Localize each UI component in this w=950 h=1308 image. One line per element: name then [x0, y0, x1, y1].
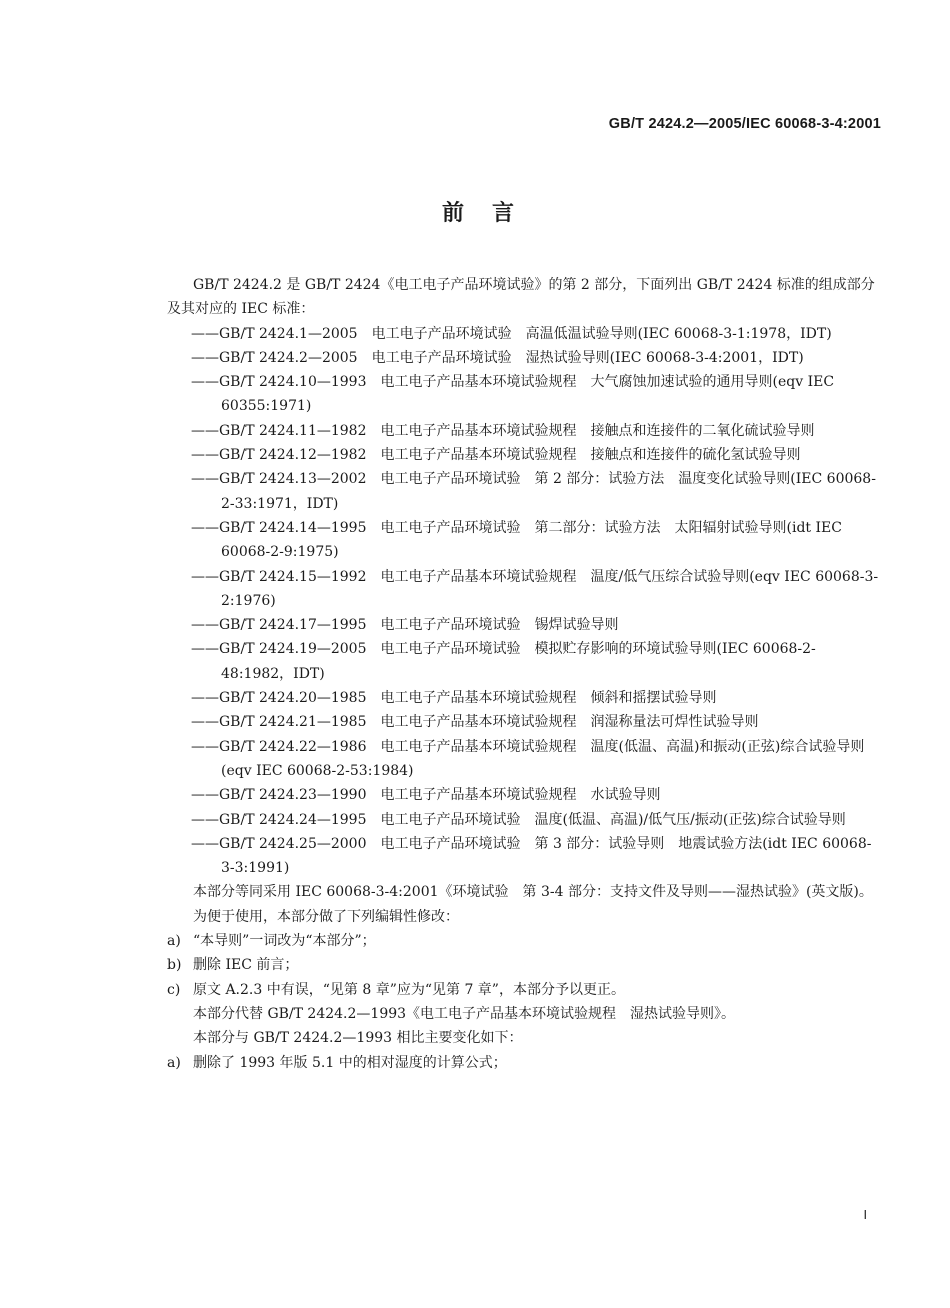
standard-description: 高温低温试验导则(IEC 60068-3-1:1978，IDT)	[525, 325, 832, 342]
change-list-item	[167, 1051, 879, 1075]
standard-name: 电工电子产品基本环境试验规程	[380, 738, 577, 755]
standard-description: 温度(低温、高温)/低气压/振动(正弦)综合试验导则	[534, 811, 846, 828]
standard-dash: ——	[191, 568, 219, 585]
standard-id: GB/T 2424.21—1985	[219, 714, 367, 731]
list-marker: b)	[167, 957, 182, 974]
list-marker: a)	[167, 1054, 181, 1071]
standard-list-item	[167, 370, 879, 419]
standard-dash: ——	[191, 690, 219, 707]
changes-intro-paragraph: 本部分与 GB/T 2424.2—1993 相比主要变化如下：	[193, 1030, 523, 1047]
standard-name: 电工电子产品环境试验	[380, 471, 521, 488]
standard-name: 电工电子产品基本环境试验规程	[380, 422, 577, 439]
standard-list-item	[167, 443, 879, 467]
standard-code-header: GB/T 2424.2—2005/IEC 60068-3-4:2001	[608, 116, 881, 132]
standard-dash: ——	[191, 835, 219, 852]
standard-list-item	[167, 565, 879, 614]
standard-description: 润湿称量法可焊性试验导则	[590, 714, 759, 731]
standard-name: 电工电子产品环境试验	[371, 349, 512, 366]
standard-id: GB/T 2424.14—1995	[219, 519, 367, 536]
edits-list	[167, 929, 879, 1002]
standard-description: 模拟贮存影响的环境试验导则(IEC 60068-2-48:1982，IDT)	[221, 641, 816, 682]
standard-id: GB/T 2424.25—2000	[219, 835, 367, 852]
standards-list	[167, 322, 879, 881]
standard-dash: ——	[191, 349, 219, 366]
standard-id: GB/T 2424.24—1995	[219, 811, 367, 828]
foreword-body	[167, 273, 879, 1075]
standard-id: GB/T 2424.2—2005	[219, 349, 358, 366]
standard-description: 温度/低气压综合试验导则(eqv IEC 60068-3-2:1976)	[221, 568, 879, 609]
standard-id: GB/T 2424.23—1990	[219, 787, 367, 804]
standard-description: 倾斜和摇摆试验导则	[590, 690, 717, 707]
page-number: I	[863, 1208, 867, 1222]
edit-list-item	[167, 929, 879, 953]
standard-id: GB/T 2424.1—2005	[219, 325, 358, 342]
standard-list-item	[167, 516, 879, 565]
standard-description: 接触点和连接件的硫化氢试验导则	[590, 447, 801, 464]
standard-name: 电工电子产品环境试验	[371, 325, 512, 342]
list-text: 删除 IEC 前言；	[193, 957, 299, 974]
standard-dash: ——	[191, 422, 219, 439]
standard-id: GB/T 2424.15—1992	[219, 568, 367, 585]
standard-list-item	[167, 710, 879, 734]
standard-list-item	[167, 735, 879, 784]
standard-list-item	[167, 832, 879, 881]
standard-name: 电工电子产品基本环境试验规程	[380, 568, 577, 585]
edit-list-item	[167, 978, 879, 1002]
standard-dash: ——	[191, 787, 219, 804]
standard-list-item	[167, 637, 879, 686]
standard-list-item	[167, 467, 879, 516]
standard-name: 电工电子产品基本环境试验规程	[380, 690, 577, 707]
edit-intro-paragraph: 为便于使用，本部分做了下列编辑性修改：	[193, 908, 459, 925]
standard-name: 电工电子产品基本环境试验规程	[380, 374, 577, 391]
standard-id: GB/T 2424.22—1986	[219, 738, 367, 755]
adoption-paragraph: 本部分等同采用 IEC 60068-3-4:2001《环境试验 第 3-4 部分：支持文件及导则——湿热试验》(英文版)。	[193, 884, 873, 901]
replacement-paragraph: 本部分代替 GB/T 2424.2—1993《电工电子产品基本环境试验规程 湿热试验导则》。	[193, 1005, 736, 1022]
standard-description: 第 3 部分：试验导则 地震试验方法(idt IEC 60068-3-3:1991)	[221, 835, 872, 877]
standard-description: 接触点和连接件的二氧化硫试验导则	[590, 422, 815, 439]
standard-id: GB/T 2424.12—1982	[219, 447, 367, 464]
standard-name: 电工电子产品环境试验	[380, 811, 521, 828]
standard-name: 电工电子产品环境试验	[380, 519, 521, 536]
standard-list-item	[167, 686, 879, 710]
standard-dash: ——	[191, 519, 219, 536]
standard-description: 温度(低温、高温)和振动(正弦)综合试验导则(eqv IEC 60068-2-53:1984)	[221, 738, 865, 779]
list-text: 删除了 1993 年版 5.1 中的相对湿度的计算公式；	[193, 1054, 507, 1071]
standard-description: 第二部分：试验方法 太阳辐射试验导则(idt IEC 60068-2-9:1975)	[221, 519, 842, 561]
standard-list-item	[167, 613, 879, 637]
standard-name: 电工电子产品环境试验	[380, 835, 521, 852]
standard-dash: ——	[191, 811, 219, 828]
list-text: 原文 A.2.3 中有误，“见第 8 章”应为“见第 7 章”，本部分予以更正。	[193, 981, 625, 998]
standard-list-item	[167, 346, 879, 370]
standard-name: 电工电子产品环境试验	[380, 641, 521, 658]
standard-id: GB/T 2424.11—1982	[219, 422, 367, 439]
standard-dash: ——	[191, 641, 219, 658]
list-text: “本导则”一词改为“本部分”；	[193, 933, 376, 950]
standard-list-item	[167, 419, 879, 443]
list-marker: a)	[167, 933, 181, 950]
standard-dash: ——	[191, 738, 219, 755]
standard-dash: ——	[191, 325, 219, 342]
standard-description: 水试验导则	[590, 787, 661, 804]
standard-id: GB/T 2424.20—1985	[219, 690, 367, 707]
standard-id: GB/T 2424.13—2002	[219, 471, 367, 488]
list-marker: c)	[167, 981, 181, 998]
standard-list-item	[167, 808, 879, 832]
standard-dash: ——	[191, 617, 219, 634]
standard-list-item	[167, 783, 879, 807]
standard-name: 电工电子产品基本环境试验规程	[380, 447, 577, 464]
standard-id: GB/T 2424.17—1995	[219, 617, 367, 634]
standard-description: 大气腐蚀加速试验的通用导则(eqv IEC 60355:1971)	[221, 374, 835, 415]
standard-list-item	[167, 322, 879, 346]
standard-description: 锡焊试验导则	[534, 617, 619, 634]
changes-list	[167, 1051, 879, 1075]
standard-description: 湿热试验导则(IEC 60068-3-4:2001，IDT)	[525, 349, 804, 366]
intro-paragraph: GB/T 2424.2 是 GB/T 2424《电工电子产品环境试验》的第 2 部分，下面列出 GB/T 2424 标准的组成部分及其对应的 IEC 标准：	[167, 277, 875, 318]
standard-dash: ——	[191, 714, 219, 731]
standard-description: 第 2 部分：试验方法 温度变化试验导则(IEC 60068-2-33:1971，IDT)	[221, 471, 876, 512]
standard-name: 电工电子产品基本环境试验规程	[380, 714, 577, 731]
standard-dash: ——	[191, 447, 219, 464]
edit-list-item	[167, 953, 879, 977]
standard-dash: ——	[191, 471, 219, 488]
standard-dash: ——	[191, 374, 219, 391]
standard-name: 电工电子产品基本环境试验规程	[380, 787, 577, 804]
standard-id: GB/T 2424.10—1993	[219, 374, 367, 391]
standard-name: 电工电子产品环境试验	[380, 617, 521, 634]
page-title: 前言	[441, 201, 542, 226]
standard-id: GB/T 2424.19—2005	[219, 641, 367, 658]
